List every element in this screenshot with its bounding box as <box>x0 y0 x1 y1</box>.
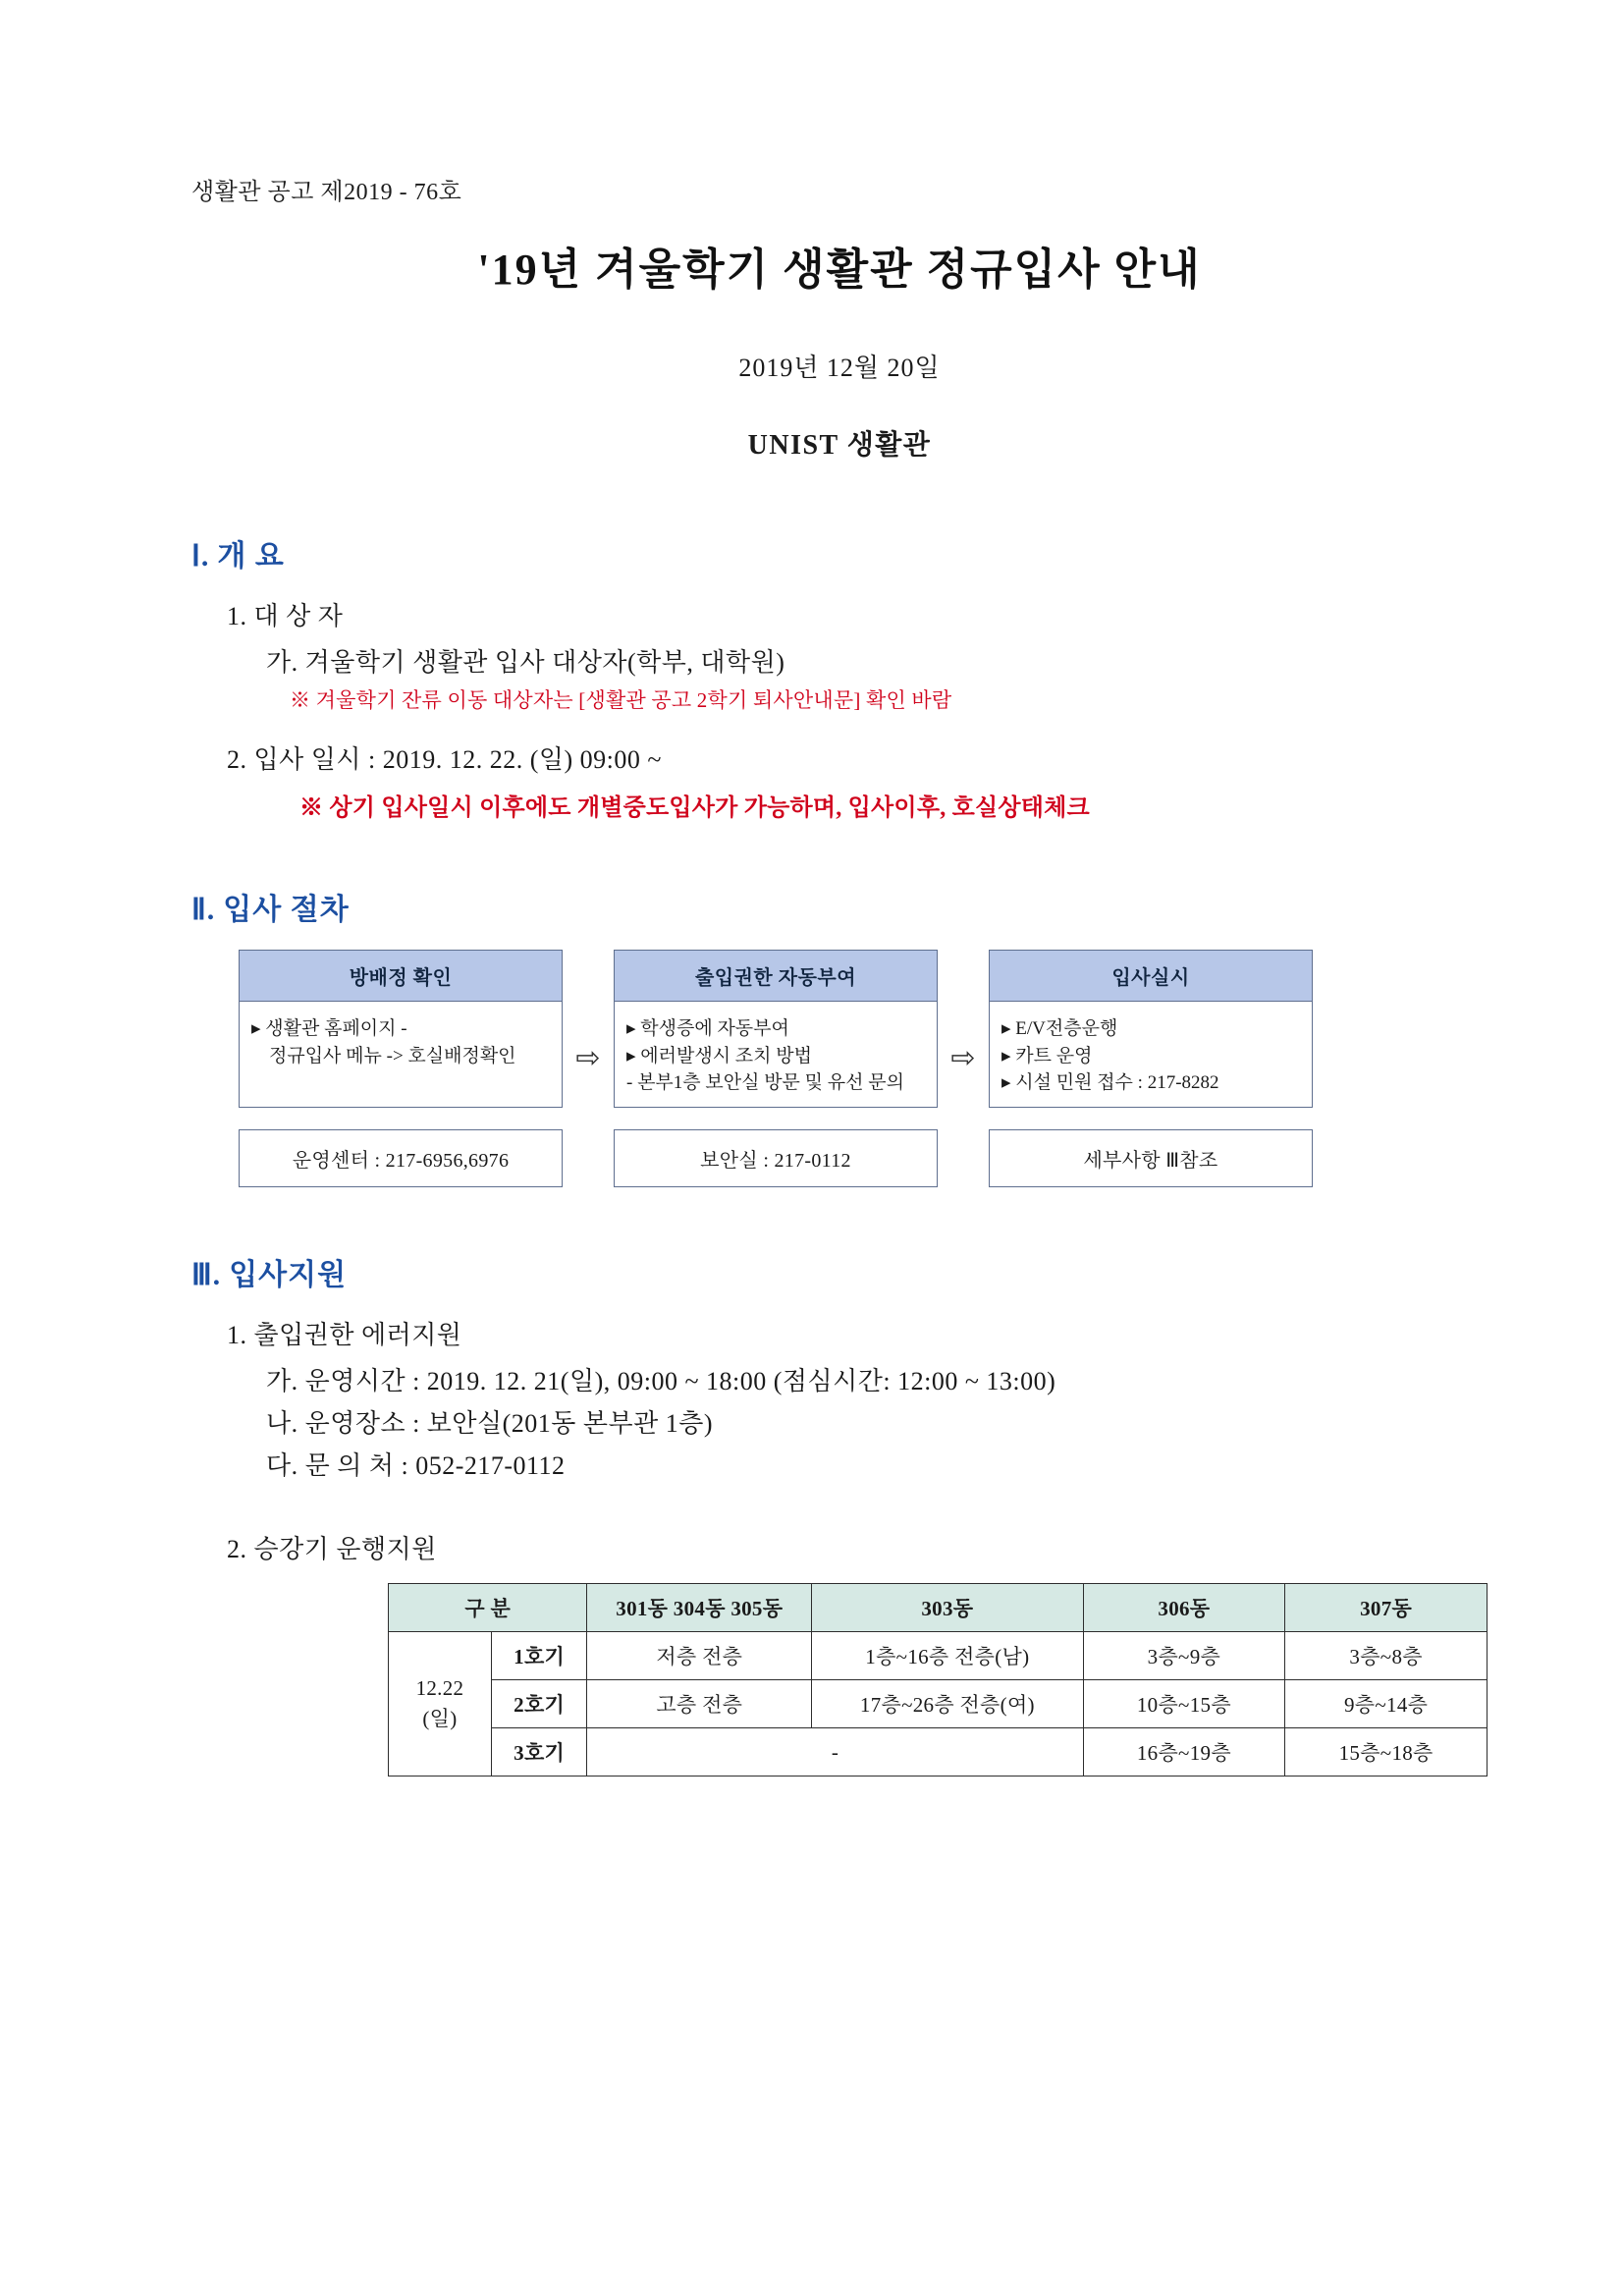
section-3-item-1-sub-2: 나. 운영장소 : 보안실(201동 본부관 1층) <box>266 1409 714 1438</box>
document-date: 2019년 12월 20일 <box>738 354 941 382</box>
table-row-3-cell-merged: - <box>587 1728 1083 1777</box>
table-row-1-cell-301: 저층 전층 <box>587 1632 812 1680</box>
table-header-307: 307동 <box>1285 1584 1488 1632</box>
section-2-numeral: Ⅱ. <box>191 894 216 926</box>
flow-step-3-line-1: ▸ E/V전층운행 <box>1001 1018 1118 1039</box>
table-row <box>389 1680 1488 1728</box>
flow-step-1-line-1: ▸ 생활관 홈페이지 - <box>251 1018 407 1039</box>
flow-step-1-body <box>239 1002 563 1108</box>
flow-step-3 <box>989 950 1313 1187</box>
section-1-numeral: Ⅰ. <box>191 540 210 573</box>
table-row-3-cell-307: 15층~18층 <box>1285 1728 1488 1777</box>
table-lift-1: 1호기 <box>491 1632 587 1680</box>
section-1-item-2-note: ※ 상기 입사일시 이후에도 개별중도입사가 가능하며, 입사이후, 호실상태체크 <box>299 795 1090 821</box>
flow-step-2 <box>614 950 938 1187</box>
section-1-heading <box>191 531 1488 574</box>
section-1-title: 개 요 <box>217 540 285 573</box>
flow-step-1 <box>239 950 563 1187</box>
flow-step-3-footer: 세부사항 Ⅲ참조 <box>989 1129 1313 1187</box>
table-lift-3: 3호기 <box>491 1728 587 1777</box>
table-header-303: 303동 <box>812 1584 1083 1632</box>
table-header-306: 306동 <box>1083 1584 1285 1632</box>
table-row-2-cell-303: 17층~26층 전층(여) <box>812 1680 1083 1728</box>
flow-step-2-line-3: - 본부1층 보안실 방문 및 유선 문의 <box>626 1072 904 1094</box>
table-header <box>389 1584 1488 1632</box>
table-row-2-cell-301: 고층 전층 <box>587 1680 812 1728</box>
table-header-row <box>389 1584 1488 1632</box>
section-2-title: 입사 절차 <box>223 894 350 926</box>
table-row-2-cell-307: 9층~14층 <box>1285 1680 1488 1728</box>
table-date-line-1: 12.22 <box>415 1675 464 1700</box>
table-header-301: 301동 304동 305동 <box>587 1584 812 1632</box>
page-title: '19년 겨울학기 생활관 정규입사 안내 <box>477 246 1202 294</box>
table-lift-2: 2호기 <box>491 1680 587 1728</box>
elevator-schedule-table-wrapper <box>191 1583 1488 1777</box>
section-3-item-1: 1. 출입권한 에러지원 <box>227 1321 462 1349</box>
flow-step-1-line-2: 정규입사 메뉴 -> 호실배정확인 <box>269 1045 516 1066</box>
section-3-item-1-sub-3: 다. 문 의 처 : 052-217-0112 <box>266 1451 566 1480</box>
table-row-3-cell-306: 16층~19층 <box>1083 1728 1285 1777</box>
flow-arrow-icon-2: ⇨ <box>950 1042 976 1074</box>
table-date-cell <box>389 1632 492 1777</box>
section-3-title: 입사지원 <box>229 1259 348 1291</box>
section-2-heading <box>191 885 1488 928</box>
flow-step-1-footer: 운영센터 : 217-6956,6976 <box>239 1129 563 1187</box>
section-1-item-1: 1. 대 상 자 <box>227 602 344 630</box>
flow-arrow-icon-1: ⇨ <box>575 1042 601 1074</box>
table-row <box>389 1728 1488 1777</box>
section-1-item-1-sub: 가. 겨울학기 생활관 입사 대상자(학부, 대학원) <box>266 648 785 677</box>
process-flow-diagram <box>191 950 1488 1187</box>
flow-step-3-line-2: ▸ 카트 운영 <box>1001 1045 1093 1066</box>
flow-step-3-body <box>989 1002 1313 1108</box>
section-1-item-2: 2. 입사 일시 : 2019. 12. 22. (일) 09:00 ~ <box>227 745 662 774</box>
table-row-1-cell-307: 3층~8층 <box>1285 1632 1488 1680</box>
section-3-numeral: Ⅲ. <box>191 1259 222 1291</box>
notice-number: 생활관 공고 제2019 - 76호 <box>191 180 462 205</box>
table-date-line-2: (일) <box>422 1707 458 1730</box>
flow-step-2-line-2: ▸ 에러발생시 조치 방법 <box>626 1045 812 1066</box>
table-row-1-cell-303: 1층~16층 전층(남) <box>812 1632 1083 1680</box>
flow-step-3-title: 입사실시 <box>989 950 1313 1002</box>
section-3-heading <box>191 1250 1488 1293</box>
flow-step-2-footer: 보안실 : 217-0112 <box>614 1129 938 1187</box>
flow-step-2-body <box>614 1002 938 1108</box>
table-header-division: 구 분 <box>389 1584 587 1632</box>
table-row-1-cell-306: 3층~9층 <box>1083 1632 1285 1680</box>
flow-step-2-line-1: ▸ 학생증에 자동부여 <box>626 1018 789 1039</box>
table-body <box>389 1632 1488 1777</box>
flow-step-2-title: 출입권한 자동부여 <box>614 950 938 1002</box>
elevator-schedule-table <box>388 1583 1488 1777</box>
document-body <box>191 172 1488 1777</box>
table-row-2-cell-306: 10층~15층 <box>1083 1680 1285 1728</box>
document-organization: UNIST 생활관 <box>747 430 932 461</box>
section-1-item-1-note: ※ 겨울학기 잔류 이동 대상자는 [생활관 공고 2학기 퇴사안내문] 확인 바람 <box>290 688 952 712</box>
flow-step-3-line-3: ▸ 시설 민원 접수 : 217-8282 <box>1001 1072 1219 1094</box>
table-row <box>389 1632 1488 1680</box>
flow-step-1-title: 방배정 확인 <box>239 950 563 1002</box>
section-3-item-2: 2. 승강기 운행지원 <box>227 1535 437 1563</box>
section-3-item-1-sub-1: 가. 운영시간 : 2019. 12. 21(일), 09:00 ~ 18:00 (점심시간: 12:00 ~ 13:00) <box>266 1367 1056 1395</box>
